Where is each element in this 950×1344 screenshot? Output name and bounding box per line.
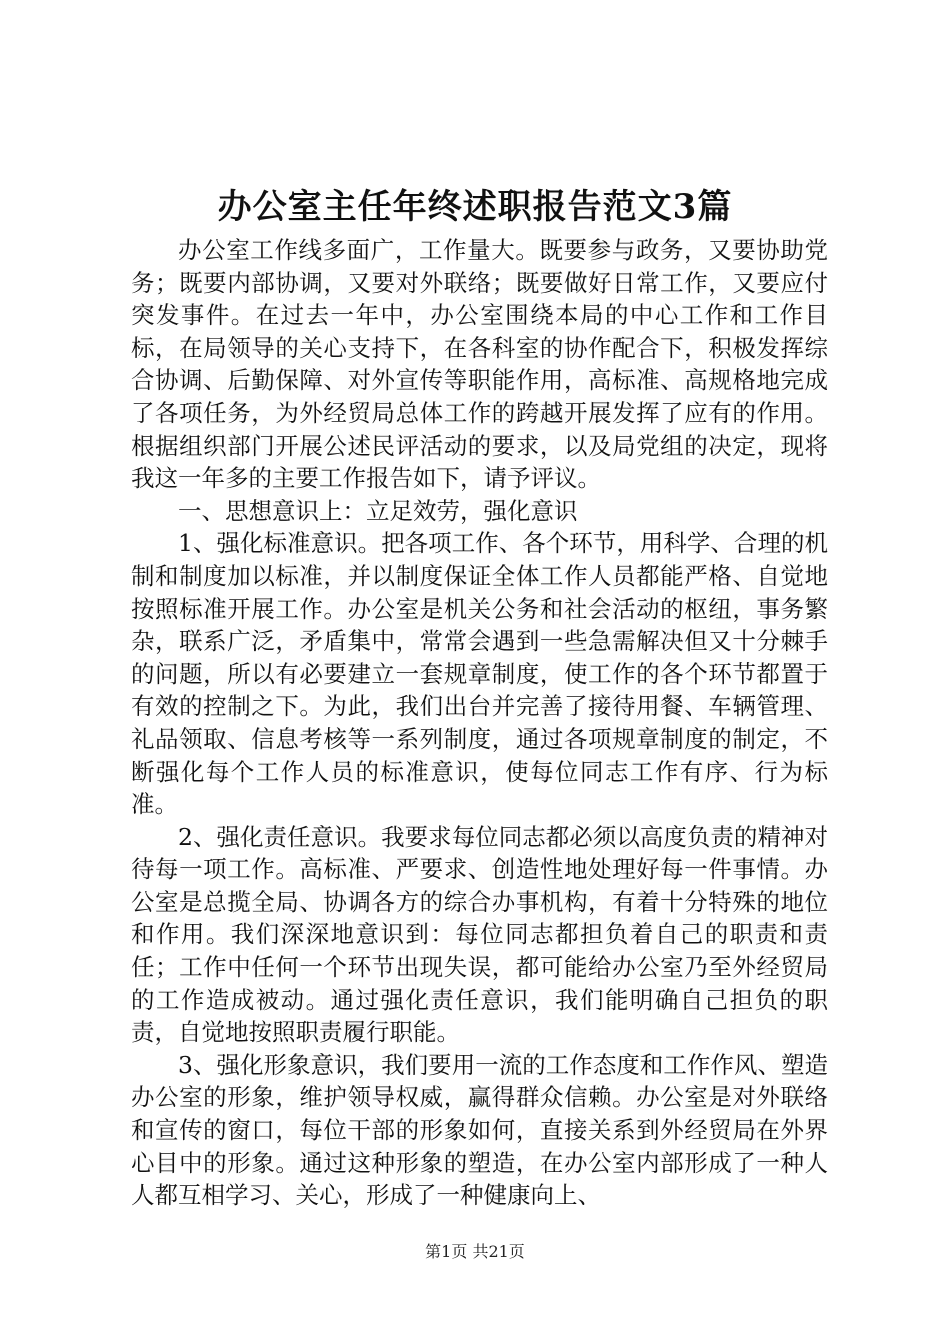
paragraph-intro: 办公室工作线多面广，工作量大。既要参与政务，又要协助党务；既要内部协调，又要对外联络；既要做好日常工作，又要应付突发事件。在过去一年中，办公室围绕本局的中心工作和工作目标，在局领导的关心支持下，在各科室的协作配合下，积极发挥综合协调、后勤保障、对外宣传等职能作用，高标准、高规格地完成了各项任务，为外经贸局总体工作的跨越开展发挥了应有的作用。根据组织部门开展公述民评活动的要求，以及局党组的决定，现将我这一年多的主要工作报告如下，请予评议。 [131, 236, 828, 493]
document-title: 办公室主任年终述职报告范文3篇 [217, 187, 733, 227]
page-footer: 第1页 共21页 [425, 1242, 525, 1261]
paragraph-standard-awareness: 1、强化标准意识。把各项工作、各个环节，用科学、合理的机制和制度加以标准，并以制度保证全体工作人员都能严格、自觉地按照标准开展工作。办公室是机关公务和社会活动的枢纽，事务繁杂，联系广泛，矛盾集中，常常会遇到一些急需解决但又十分棘手的问题，所以有必要建立一套规章制度，使工作的各个环节都置于有效的控制之下。为此，我们出台并完善了接待用餐、车辆管理、礼品领取、信息考核等一系列制度，通过各项规章制度的制定，不断强化每个工作人员的标准意识，使每位同志工作有序、行为标准。 [131, 529, 828, 819]
section-heading: 一、思想意识上：立足效劳，强化意识 [178, 496, 578, 525]
paragraph-image-awareness: 3、强化形象意识，我们要用一流的工作态度和工作作风、塑造办公室的形象，维护领导权威，赢得群众信赖。办公室是对外联络和宣传的窗口，每位干部的形象如何，直接关系到外经贸局在外界心目中的形象。通过这种形象的塑造，在办公室内部形成了一种人人都互相学习、关心，形成了一种健康向上、 [131, 1050, 828, 1210]
document-body [131, 234, 828, 1212]
paragraph-responsibility-awareness: 2、强化责任意识。我要求每位同志都必须以高度负责的精神对待每一项工作。高标准、严要求、创造性地处理好每一件事情。办公室是总揽全局、协调各方的综合办事机构，有着十分特殊的地位和作用。我们深深地意识到：每位同志都担负着自己的职责和责任；工作中任何一个环节出现失误，都可能给办公室乃至外经贸局的工作造成被动。通过强化责任意识，我们能明确自己担负的职责，自觉地按照职责履行职能。 [131, 822, 828, 1047]
